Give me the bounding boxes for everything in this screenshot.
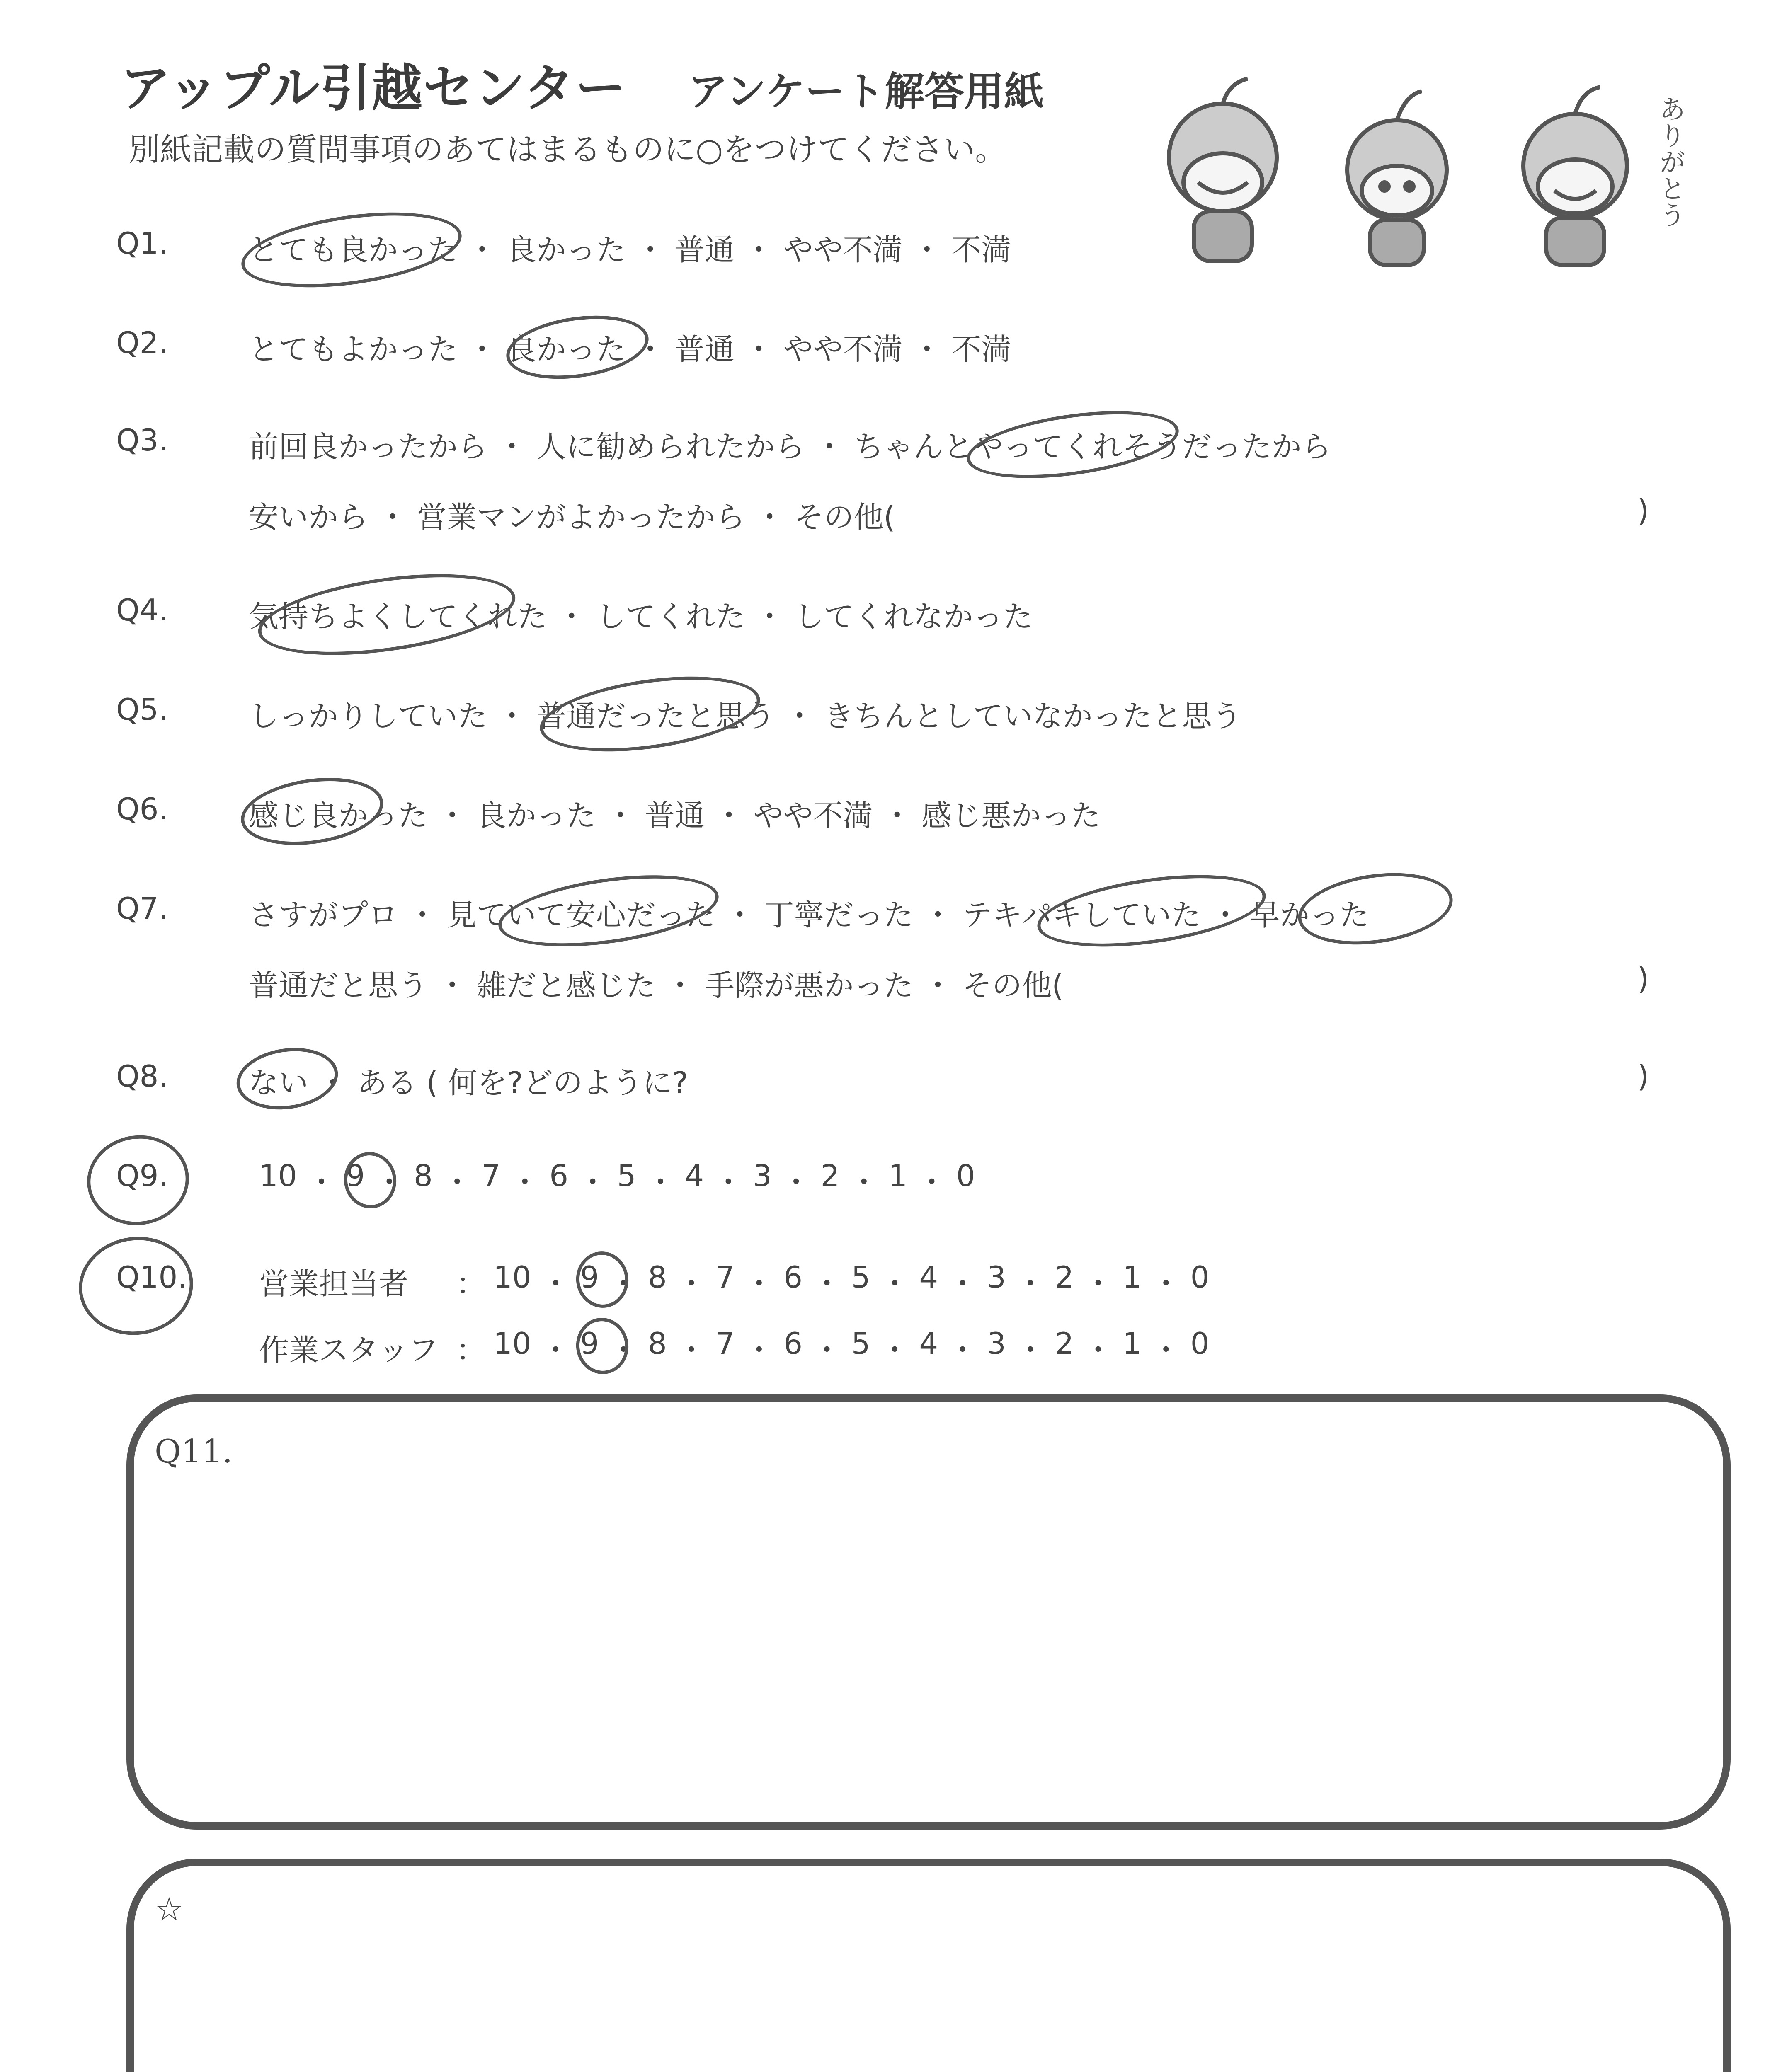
mascot-illustration: [1140, 58, 1720, 274]
mascot-2-icon: [1347, 91, 1447, 265]
q3-choice-4[interactable]: 安いから: [249, 500, 369, 535]
q10-row2-scale: 10 ・ 9 ・ 8 ・ 7 ・ 6 ・ 5 ・ 4 ・ 3 ・ 2 ・ 1 ・ 0: [493, 1326, 1210, 1369]
q8-label: Q8.: [116, 1059, 168, 1094]
q6-selection-circle: [237, 770, 388, 854]
q4-choices: 気持ちよくしてくれた ・ してくれた ・ してくれなかった: [249, 593, 1033, 636]
q10-row1-scale-3[interactable]: 3: [987, 1260, 1006, 1295]
q3-choice-6[interactable]: その他(: [794, 500, 895, 535]
q7-choice-1[interactable]: さすがプロ: [249, 898, 398, 932]
q7-choice-2[interactable]: 見ていて安心だった: [446, 898, 715, 932]
q9-scale-2[interactable]: 2: [820, 1158, 840, 1193]
q3-close-paren: ): [1637, 493, 1649, 528]
q3-choices: 前回良かったから ・ 人に勧められたから ・ ちゃんとやってくれそうだったから: [249, 423, 1331, 466]
q2-selection-circle: [502, 307, 653, 387]
thanks-text: ありがとう: [1656, 95, 1685, 228]
q7-choice-9[interactable]: その他(: [962, 968, 1064, 1003]
q4-selection-circle: [253, 560, 520, 668]
q6-choice-5[interactable]: 感じ悪かった: [921, 798, 1101, 833]
q8-choice-2[interactable]: ある ( 何を?どのように?: [357, 1065, 689, 1100]
q6-choice-1[interactable]: 感じ良かった: [249, 798, 428, 833]
q6-label: Q6.: [116, 792, 168, 826]
q10-row1-scale-1[interactable]: 1: [1123, 1260, 1142, 1295]
q11-label: Q11.: [155, 1433, 233, 1470]
q10-label: Q10.: [116, 1260, 187, 1295]
q2-choices: とてもよかった ・ 良かった ・ 普通 ・ やや不満 ・ 不満: [249, 325, 1011, 368]
q10-row1-scale-6[interactable]: 6: [783, 1260, 803, 1295]
q1-choice-3[interactable]: 普通: [674, 232, 735, 267]
document-title: アップル引越センター: [120, 59, 627, 118]
q1-choice-1[interactable]: とても良かった: [249, 232, 458, 267]
q7-choice-5[interactable]: 早かった: [1250, 898, 1370, 932]
q1-choice-2[interactable]: 良かった: [506, 232, 626, 267]
q10-row2-name: 作業スタッフ: [259, 1333, 439, 1368]
q11-comment-box[interactable]: [126, 1394, 1731, 1830]
q10-label-circle: [73, 1230, 199, 1342]
q2-choice-2[interactable]: 良かった: [506, 332, 626, 367]
q10-row1-colon: ：: [456, 1266, 486, 1301]
q10-row2-scale-6[interactable]: 6: [783, 1326, 803, 1361]
q10-row2-scale-10[interactable]: 10: [493, 1326, 531, 1361]
q1-choices: とても良かった ・ 良かった ・ 普通 ・ やや不満 ・ 不満: [249, 226, 1011, 269]
q7-selection-circle-1: [494, 863, 723, 958]
q10-row1-scale-9[interactable]: 9: [580, 1260, 599, 1295]
q1-selection-circle: [237, 201, 466, 300]
q10-row1-scale-10[interactable]: 10: [493, 1260, 531, 1295]
document-subtitle: アンケート解答用紙: [688, 68, 1044, 115]
q10-row1-scale: 10 ・ 9 ・ 8 ・ 7 ・ 6 ・ 5 ・ 4 ・ 3 ・ 2 ・ 1 ・ 0: [493, 1260, 1210, 1303]
instruction-text: 別紙記載の質問事項のあてはまるものに○をつけてください。: [128, 131, 1007, 168]
q8-selection-circle: [233, 1042, 342, 1116]
q6-choice-2[interactable]: 良かった: [476, 798, 596, 833]
q7-choice-7[interactable]: 雑だと感じた: [476, 968, 656, 1003]
q2-choice-5[interactable]: 不満: [951, 332, 1011, 367]
mascot-1-icon: [1169, 79, 1277, 261]
q10-row1-scale-2[interactable]: 2: [1055, 1260, 1074, 1295]
q8-close-paren: ): [1637, 1059, 1649, 1094]
mascot-3-icon: [1523, 87, 1627, 265]
q10-row2-scale-0[interactable]: 0: [1190, 1326, 1210, 1361]
q9-scale-8[interactable]: 8: [414, 1158, 433, 1193]
q8-choice-1[interactable]: ない: [249, 1065, 309, 1100]
q9-scale-10[interactable]: 10: [259, 1158, 297, 1193]
q9-label: Q9.: [116, 1158, 168, 1193]
q2-choice-4[interactable]: やや不満: [783, 332, 903, 367]
q10-row1-name: 営業担当者: [259, 1266, 409, 1301]
q3-choice-5[interactable]: 営業マンがよかったから: [417, 500, 745, 535]
q9-scale-3[interactable]: 3: [752, 1158, 772, 1193]
star-comment-box[interactable]: [126, 1859, 1731, 2072]
q3-choice-3[interactable]: ちゃんとやってくれそうだったから: [853, 429, 1331, 464]
q4-choice-2[interactable]: してくれた: [596, 599, 745, 634]
q5-choices: しっかりしていた ・ 普通だったと思う ・ きちんとしていなかったと思う: [249, 692, 1242, 735]
q10-row1-scale-8[interactable]: 8: [648, 1260, 667, 1295]
q10-row1-scale-0[interactable]: 0: [1190, 1260, 1210, 1295]
q5-choice-1[interactable]: しっかりしていた: [249, 699, 488, 733]
q7-choice-3[interactable]: 丁寧だった: [764, 898, 914, 932]
q7-selection-circle-2: [1033, 863, 1270, 959]
q10-row2-colon: ：: [456, 1333, 486, 1368]
q4-choice-1[interactable]: 気持ちよくしてくれた: [249, 599, 548, 634]
q5-choice-3[interactable]: きちんとしていなかったと思う: [824, 699, 1242, 733]
q9-scale-7[interactable]: 7: [481, 1158, 501, 1193]
q9-scale-1[interactable]: 1: [888, 1158, 907, 1193]
q10-row1-scale-5[interactable]: 5: [851, 1260, 870, 1295]
q10-row1-scale-7[interactable]: 7: [715, 1260, 735, 1295]
q9-scale-6[interactable]: 6: [549, 1158, 568, 1193]
q10-row1-scale-4[interactable]: 4: [919, 1260, 938, 1295]
q3-selection-circle: [963, 400, 1183, 489]
q10-row2-scale-5[interactable]: 5: [851, 1326, 870, 1361]
q1-choice-4[interactable]: やや不満: [783, 232, 903, 267]
q4-label: Q4.: [116, 593, 168, 627]
q7-choices-line2: 普通だと思う ・ 雑だと感じた ・ 手際が悪かった ・ その他(: [249, 961, 1063, 1005]
q9-label-circle: [81, 1129, 195, 1232]
q9-scale-4[interactable]: 4: [685, 1158, 704, 1193]
q7-label: Q7.: [116, 891, 168, 926]
q9-scale: 10 ・ 9 ・ 8 ・ 7 ・ 6 ・ 5 ・ 4 ・ 3 ・ 2 ・ 1 ・ 0: [259, 1158, 975, 1201]
q10-row2-scale-1[interactable]: 1: [1123, 1326, 1142, 1361]
q5-label: Q5.: [116, 692, 168, 727]
q8-choices: ない ・ ある ( 何を?どのように?: [249, 1059, 688, 1102]
q10-row2-scale-8[interactable]: 8: [648, 1326, 667, 1361]
q3-label: Q3.: [116, 423, 168, 457]
q5-choice-2[interactable]: 普通だったと思う: [536, 699, 775, 733]
q2-choice-3[interactable]: 普通: [674, 332, 735, 367]
q1-choice-5[interactable]: 不満: [951, 232, 1011, 267]
q10-row2-scale-3[interactable]: 3: [987, 1326, 1006, 1361]
q7-choice-4[interactable]: テキパキしていた: [962, 898, 1201, 932]
q3-choices-line2: 安いから ・ 営業マンがよかったから ・ その他(: [249, 493, 895, 536]
q7-choices: さすがプロ ・ 見ていて安心だった ・ 丁寧だった ・ テキパキしていた ・ 早かった: [249, 891, 1369, 934]
q10-row2-scale-4[interactable]: 4: [919, 1326, 938, 1361]
q7-choice-6[interactable]: 普通だと思う: [249, 968, 428, 1003]
q6-choices: 感じ良かった ・ 良かった ・ 普通 ・ やや不満 ・ 感じ悪かった: [249, 792, 1101, 835]
q1-label: Q1.: [116, 226, 168, 261]
q10-row2-scale-9[interactable]: 9: [580, 1326, 599, 1361]
q9-scale-9[interactable]: 9: [346, 1158, 365, 1193]
q4-choice-3[interactable]: してくれなかった: [794, 599, 1033, 634]
q10-row2-scale-2[interactable]: 2: [1055, 1326, 1074, 1361]
q5-selection-circle: [535, 665, 765, 764]
q3-choice-1[interactable]: 前回良かったから: [249, 429, 488, 464]
star-label: ☆: [155, 1891, 184, 1928]
q2-label: Q2.: [116, 325, 168, 360]
q7-choice-8[interactable]: 手際が悪かった: [704, 968, 914, 1003]
q7-close-paren: ): [1637, 961, 1649, 996]
q6-choice-3[interactable]: 普通: [645, 798, 705, 833]
q9-scale-0[interactable]: 0: [956, 1158, 975, 1193]
q3-choice-2[interactable]: 人に勧められたから: [536, 429, 805, 464]
q7-selection-circle-3: [1293, 864, 1457, 954]
q10-row2-scale-7[interactable]: 7: [715, 1326, 735, 1361]
q9-scale-5[interactable]: 5: [617, 1158, 636, 1193]
q2-choice-1[interactable]: とてもよかった: [249, 332, 458, 367]
q6-choice-4[interactable]: やや不満: [753, 798, 873, 833]
